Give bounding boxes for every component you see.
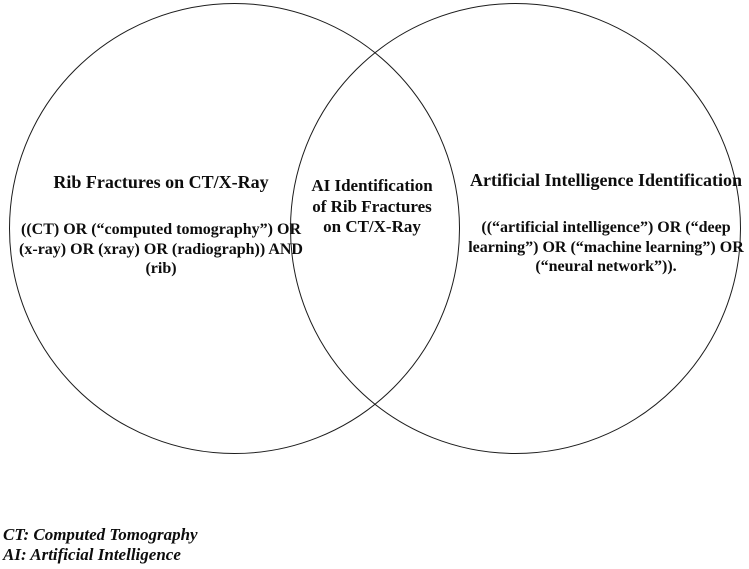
overlap-line-1: AI Identification [311,176,433,195]
overlap-line-2: of Rib Fractures [312,196,432,216]
left-set-block [19,172,303,279]
right-query-line-3: (“neural network”)). [535,258,677,275]
overlap-label [311,176,432,238]
abbreviation-legend [3,525,198,564]
left-query-line-2: (x-ray) OR (xray) OR (radiograph)) AND [19,240,303,258]
right-query-line-1: ((“artificial intelligence”) OR (“deep [481,219,731,236]
overlap-block [297,176,447,238]
left-set-query [19,220,303,279]
right-set-title: Artificial Intelligence Identification [470,170,742,190]
legend-line-ai: AI: Artificial Intelligence [3,544,181,564]
right-set-block [468,170,744,277]
left-query-line-3: (rib) [145,260,177,277]
left-set-title: Rib Fractures on CT/X-Ray [53,172,269,192]
overlap-line-3: on CT/X-Ray [323,217,421,236]
right-query-line-2: learning”) OR (“machine learning”) OR [468,238,744,256]
left-query-line-1: ((CT) OR (“computed tomography”) OR [21,221,301,238]
right-set-query [468,218,744,277]
legend-line-ct: CT: Computed Tomography [3,525,198,544]
